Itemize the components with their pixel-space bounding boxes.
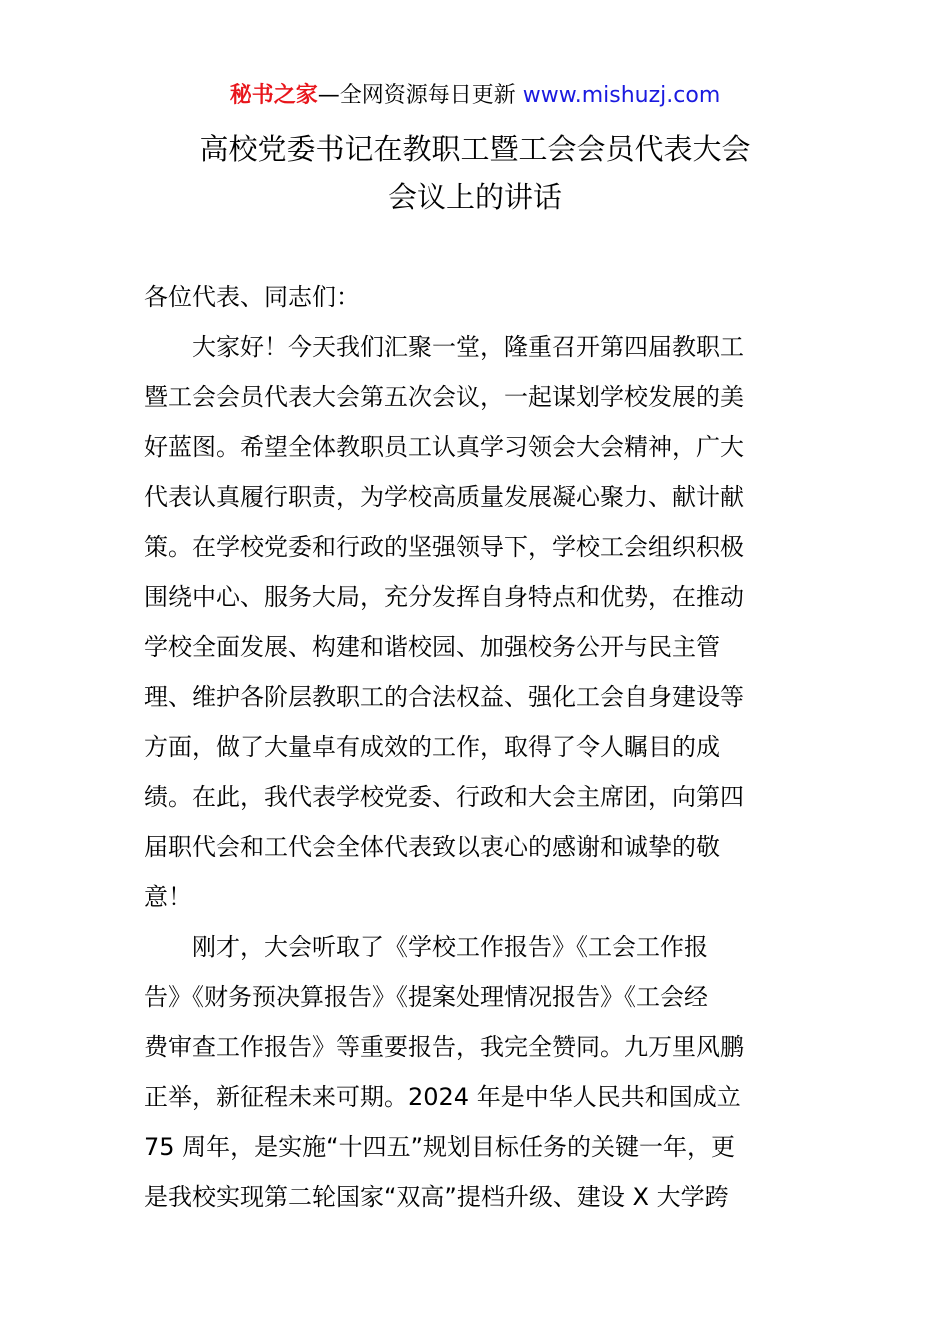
site-header [0,80,950,112]
document-title-line-1: 高校党委书记在教职工暨工会会员代表大会 [199,132,751,166]
paragraph-line: 策。在学校党委和行政的坚强领导下，学校工会组织积极 [144,533,744,561]
paragraph-line: 是我校实现第二轮国家“双高”提档升级、建设 X 大学跨 [144,1183,729,1211]
brand-name[interactable]: 秘书之家 [229,83,318,108]
paragraph-line: 绩。在此，我代表学校党委、行政和大会主席团，向第四 [144,783,744,811]
paragraph-line: 理、维护各阶层教职工的合法权益、强化工会自身建设等 [144,683,744,711]
paragraph-line: 学校全面发展、构建和谐校园、加强校务公开与民主管 [144,633,720,661]
paragraph-line: 刚才，大会听取了《学校工作报告》《工会工作报 [144,933,708,961]
paragraph-2 [144,922,806,1222]
site-url-link[interactable]: www.mishuzj.com [522,83,721,108]
paragraph-line: 正举，新征程未来可期。2024 年是中华人民共和国成立 [144,1083,741,1111]
document-title-line-2: 会议上的讲话 [387,180,562,214]
paragraph-line: 75 周年，是实施“十四五”规划目标任务的关键一年，更 [144,1133,736,1161]
paragraph-line: 围绕中心、服务大局，充分发挥自身特点和优势，在推动 [144,583,744,611]
paragraph-line: 告》《财务预决算报告》《提案处理情况报告》《工会经 [144,983,708,1011]
salutation [144,272,806,322]
paragraph-line: 好蓝图。希望全体教职员工认真学习领会大会精神，广大 [144,433,744,461]
paragraph-line: 届职代会和工代会全体代表致以衷心的感谢和诚挚的敬 [144,833,720,861]
salutation-text: 各位代表、同志们： [144,283,360,311]
paragraph-line: 大家好！今天我们汇聚一堂，隆重召开第四届教职工 [144,333,744,361]
paragraph-line: 代表认真履行职责，为学校高质量发展凝心聚力、献计献 [144,483,744,511]
header-tagline: —全网资源每日更新 [317,83,516,108]
paragraph-line: 费审查工作报告》等重要报告，我完全赞同。九万里风鹏 [144,1033,744,1061]
paragraph-1 [144,322,806,922]
paragraph-line: 暨工会会员代表大会第五次会议，一起谋划学校发展的美 [144,383,744,411]
paragraph-line: 意！ [144,883,192,911]
paragraph-line: 方面，做了大量卓有成效的工作，取得了令人瞩目的成 [144,733,720,761]
